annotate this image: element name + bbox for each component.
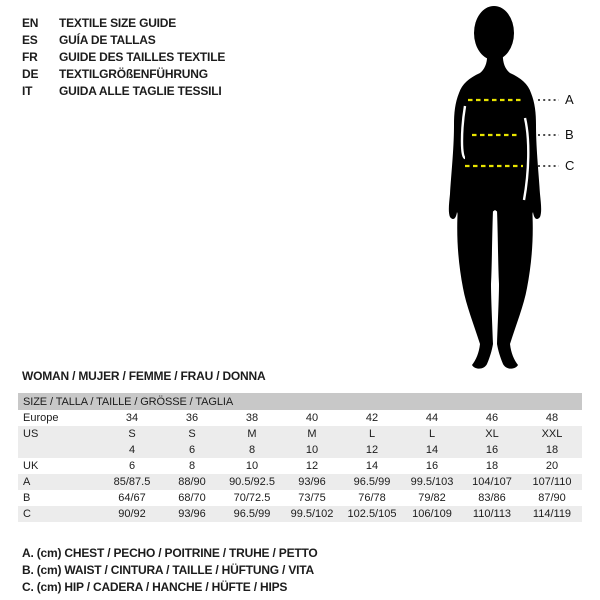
size-cell: 16 [462,442,522,458]
size-cell: 34 [125,412,139,424]
size-cell: 6 [128,460,136,472]
size-cell: 46 [485,412,499,424]
size-cell: 99.5/103 [402,474,462,490]
size-table [18,393,582,522]
table-row [18,506,582,522]
size-cell: 36 [185,412,199,424]
row-label: Europe [23,412,59,424]
table-header: SIZE / TALLA / TAILLE / GRÖSSE / TAGLIA [18,393,582,410]
language-code: DE [22,67,39,81]
size-cell: 114/119 [522,506,582,522]
language-code: IT [22,84,33,98]
table-header-row [18,393,582,410]
silhouette-left-leg [457,206,493,369]
size-cell: 18 [522,442,582,458]
language-code: EN [22,16,39,30]
size-cell: 90.5/92.5 [222,474,282,490]
hip-label: C [565,158,575,173]
size-cell: 110/113 [462,506,522,522]
size-cell: XL [462,426,522,442]
row-label: C [18,506,102,522]
language-title: GUIDA ALLE TAGLIE TESSILI [59,84,222,98]
language-row [22,32,225,49]
size-cell: 76/78 [358,492,386,504]
size-cell: 12 [342,442,402,458]
row-label: B [23,492,31,504]
language-guide [22,15,225,100]
language-title: TEXTILE SIZE GUIDE [59,16,177,30]
size-cell: 106/109 [402,506,462,522]
silhouette-head [474,6,514,60]
size-cell: 38 [245,412,259,424]
table-row [18,474,582,490]
size-cell: 4 [102,442,162,458]
section-title: WOMAN / MUJER / FEMME / FRAU / DONNA [22,369,266,383]
table-row [18,442,582,458]
size-cell: 64/67 [118,492,146,504]
size-cell: 88/90 [162,474,222,490]
legend-line: C. (cm) HIP / CADERA / HANCHE / HÜFTE / HIPS [22,580,288,594]
table-row [18,490,582,506]
size-cell: S [162,426,222,442]
size-cell: 73/75 [298,492,326,504]
size-cell: 96.5/99 [342,474,402,490]
size-cell: 10 [245,460,259,472]
table-row [18,458,582,474]
size-cell: 8 [222,442,282,458]
row-label: A [18,474,102,490]
woman-silhouette-figure [420,0,600,378]
size-cell: 68/70 [178,492,206,504]
size-cell: 90/92 [102,506,162,522]
size-cell: 107/110 [522,474,582,490]
size-cell: 79/82 [418,492,446,504]
size-cell: 48 [545,412,559,424]
table-row [18,410,582,426]
language-row [22,66,225,83]
language-row [22,49,225,66]
silhouette-right-leg [497,206,533,369]
size-cell: 42 [365,412,379,424]
size-cell: 102.5/105 [342,506,402,522]
size-cell: 85/87.5 [102,474,162,490]
size-cell: 104/107 [462,474,522,490]
row-label: UK [23,460,39,472]
size-cell: 8 [188,460,196,472]
size-cell: 87/90 [538,492,566,504]
size-cell: XXL [522,426,582,442]
size-cell: L [402,426,462,442]
language-code: ES [22,33,38,47]
size-cell: 12 [305,460,319,472]
size-cell: 44 [425,412,439,424]
size-cell: 93/96 [162,506,222,522]
size-cell: 18 [485,460,499,472]
language-title: TEXTILGRÖßENFÜHRUNG [59,67,208,81]
size-cell: 96.5/99 [222,506,282,522]
size-cell: 14 [365,460,379,472]
size-cell: 6 [162,442,222,458]
size-cell: M [282,426,342,442]
table-row [18,426,582,442]
waist-label: B [565,127,574,142]
size-cell: S [102,426,162,442]
row-label: US [18,426,102,442]
legend-line: B. (cm) WAIST / CINTURA / TAILLE / HÜFTUNG / VITA [22,563,314,577]
size-cell: 10 [282,442,342,458]
size-cell: M [222,426,282,442]
language-code: FR [22,50,38,64]
language-row [22,83,225,100]
size-cell: 16 [425,460,439,472]
size-cell: 70/72.5 [233,492,271,504]
size-cell: L [342,426,402,442]
row-label [18,442,102,458]
size-cell: 93/96 [282,474,342,490]
language-title: GUIDE DES TAILLES TEXTILE [59,50,226,64]
legend-line: A. (cm) CHEST / PECHO / POITRINE / TRUHE / PETTO [22,546,318,560]
measurement-legend [22,545,318,596]
language-title: GUÍA DE TALLAS [59,33,156,47]
language-row [22,15,225,32]
size-cell: 83/86 [478,492,506,504]
size-cell: 20 [545,460,559,472]
chest-label: A [565,92,574,107]
size-cell: 99.5/102 [282,506,342,522]
size-cell: 40 [305,412,319,424]
size-cell: 14 [402,442,462,458]
